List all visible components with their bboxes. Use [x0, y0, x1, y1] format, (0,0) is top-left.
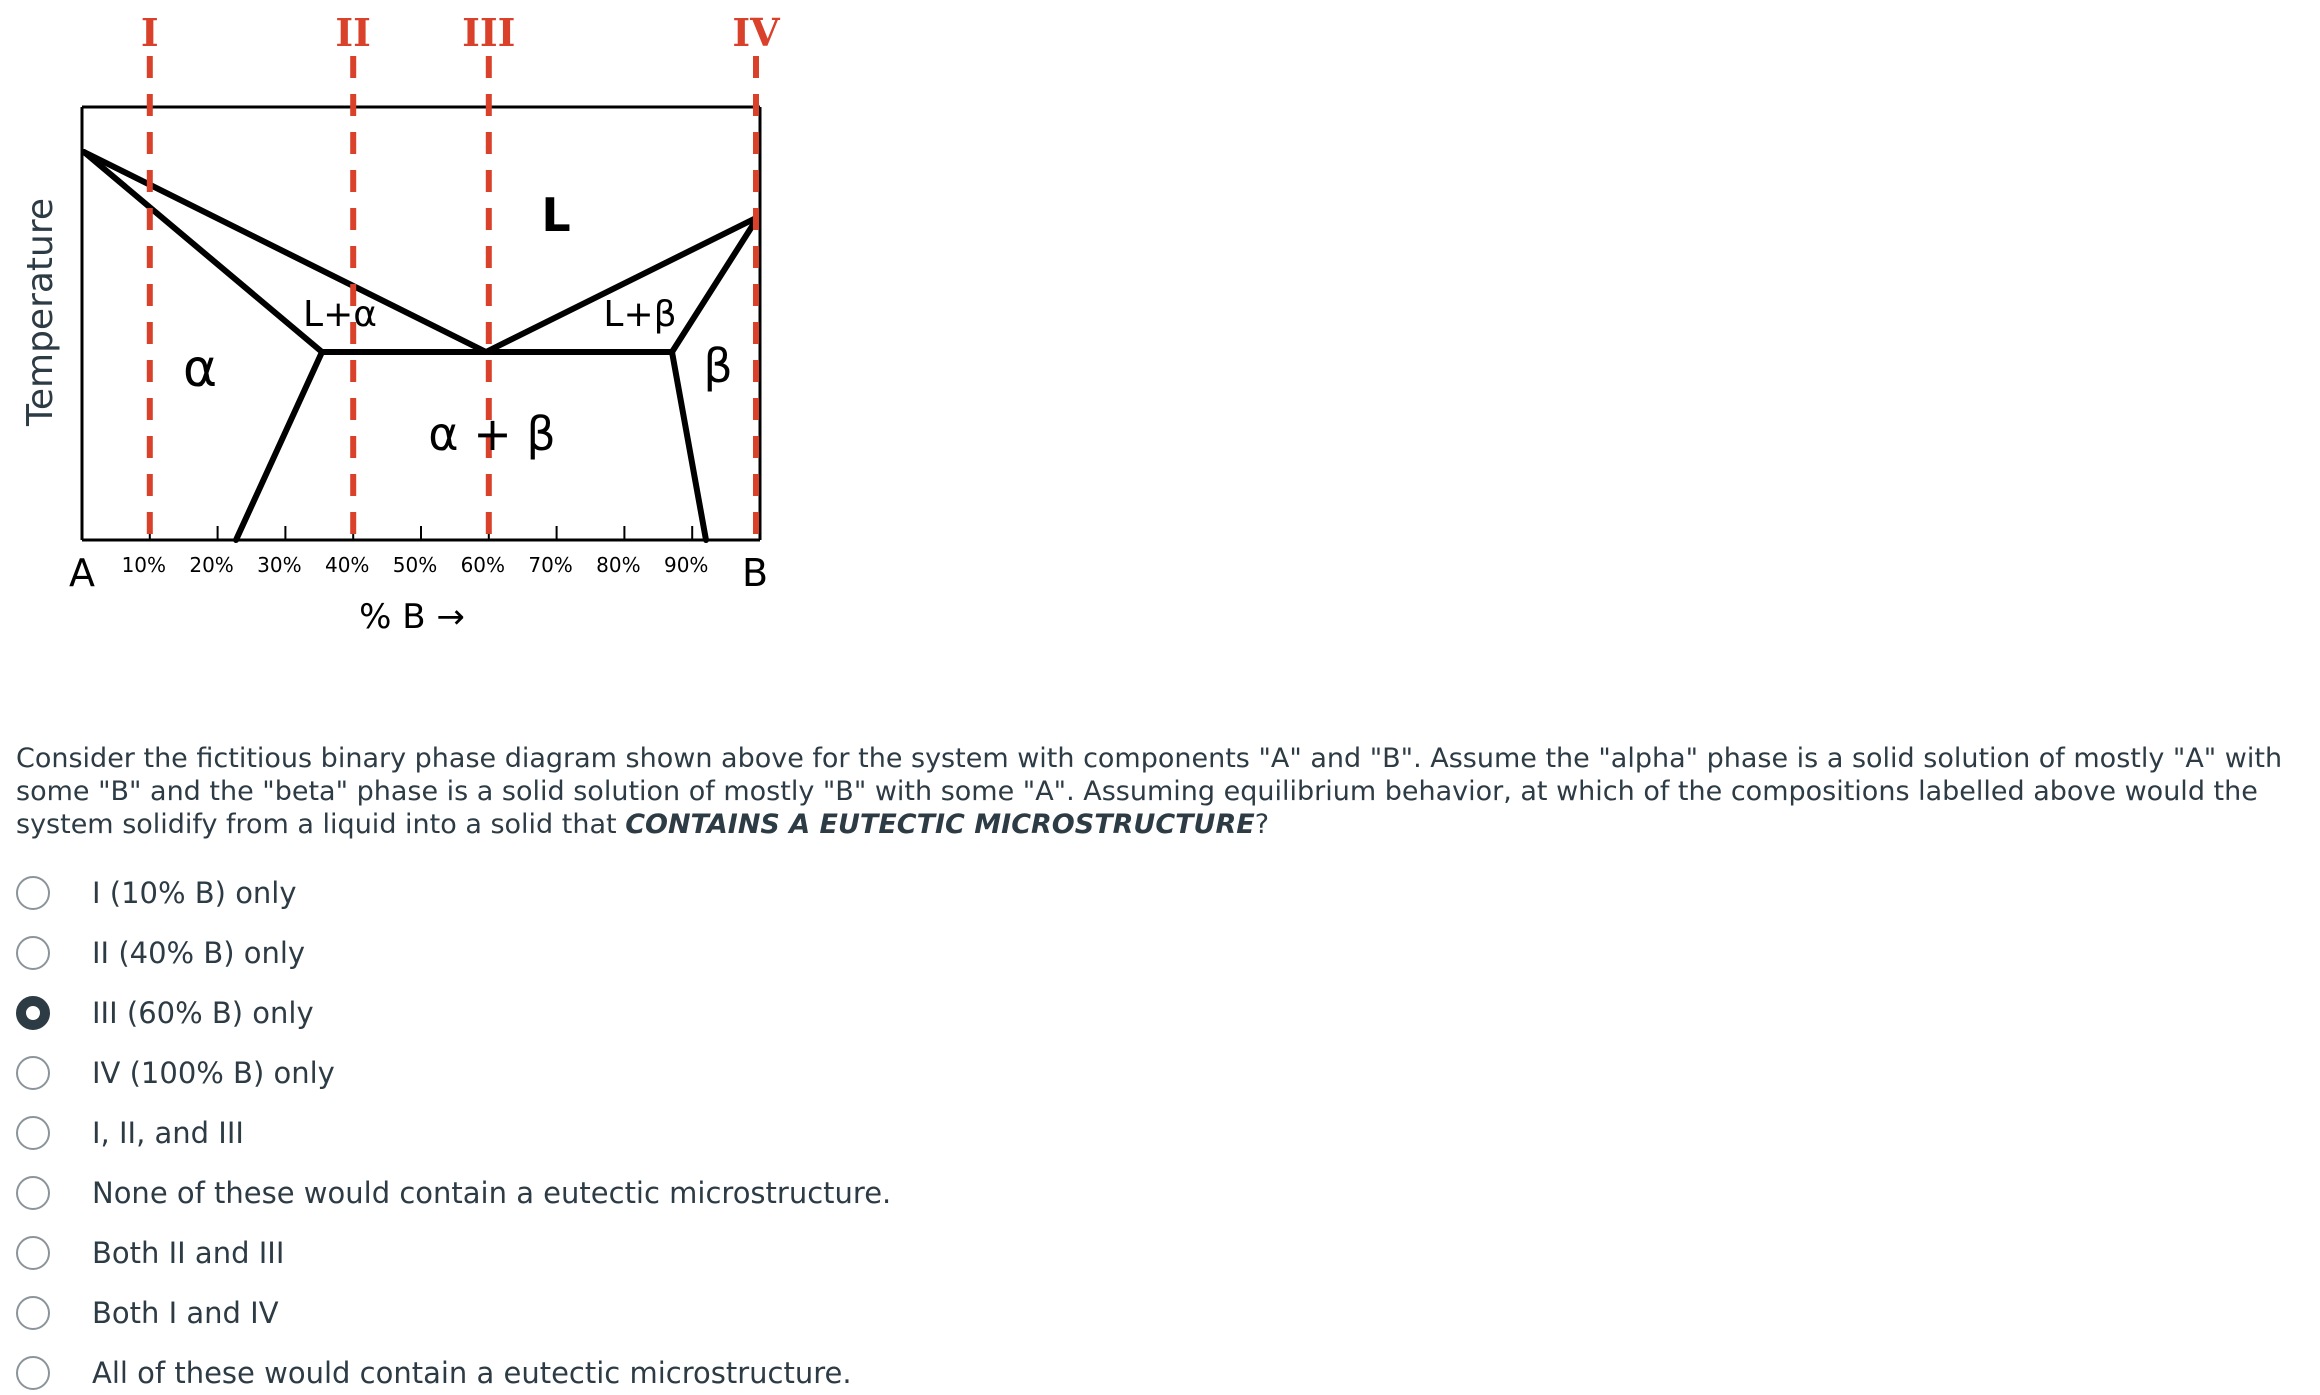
- x-tick-label: 30%: [257, 553, 302, 577]
- x-tick-label: 20%: [189, 553, 234, 577]
- answer-label: III (60% B) only: [92, 996, 314, 1030]
- answer-option[interactable]: [14, 1291, 914, 1335]
- component-b-label: B: [741, 551, 769, 595]
- composition-line-label: IV: [732, 10, 780, 55]
- x-tick-label: 70%: [528, 553, 573, 577]
- x-tick-label: 50%: [392, 553, 438, 577]
- answer-label: Both II and III: [92, 1236, 285, 1270]
- region-alpha-beta-label: α + β: [428, 407, 556, 461]
- region-liquid-beta-label: L+β: [603, 294, 677, 335]
- answer-label: II (40% B) only: [92, 936, 306, 970]
- solvus-left: [236, 352, 322, 540]
- answer-option[interactable]: [14, 1231, 914, 1275]
- answer-option[interactable]: [14, 991, 914, 1035]
- answer-label: I, II, and III: [92, 1116, 244, 1150]
- x-tick-label: 10%: [121, 553, 167, 577]
- region-liquid-alpha-label: L+α: [303, 294, 377, 335]
- radio-button[interactable]: [16, 996, 50, 1030]
- question-emphasis: CONTAINS A EUTECTIC MICROSTRUCTURE: [625, 809, 1255, 840]
- answer-label: I (10% B) only: [92, 876, 297, 910]
- composition-line-label: III: [462, 10, 516, 55]
- radio-button[interactable]: [16, 1056, 50, 1090]
- answer-label: IV (100% B) only: [92, 1056, 335, 1090]
- x-tick-label: 90%: [663, 553, 709, 577]
- x-axis-ticks: [150, 526, 692, 540]
- component-a-label: A: [69, 551, 95, 595]
- region-alpha-label: α: [182, 339, 218, 399]
- question-text: [16, 742, 2306, 841]
- radio-button[interactable]: [16, 876, 50, 910]
- answer-label: Both I and IV: [92, 1296, 279, 1330]
- solvus-right: [672, 352, 706, 540]
- x-tick-label: 80%: [596, 553, 641, 577]
- region-beta-label: β: [703, 339, 733, 393]
- answer-option[interactable]: [14, 931, 914, 975]
- x-axis-label: % B →: [359, 597, 465, 637]
- answer-option[interactable]: [14, 1351, 914, 1395]
- region-liquid-label: L: [541, 188, 571, 242]
- composition-line-label: I: [140, 10, 159, 55]
- question-suffix: ?: [1254, 809, 1270, 840]
- question-body: Consider the fictitious binary phase diagram shown above for the system with components "A" and "B". Assume the "alpha" phase is a solid solution of mostly "A" with some "B" and the "beta" phase is a solid solution of mostly "B" with some "A". Assuming equilibrium behavior, at which of the compositions labelled above would the system solidify from a liquid into a solid that: [16, 743, 2283, 840]
- x-tick-label: 40%: [324, 553, 370, 577]
- radio-button[interactable]: [16, 1176, 50, 1210]
- radio-button[interactable]: [16, 1116, 50, 1150]
- phase-diagram: [0, 0, 1200, 720]
- answer-option[interactable]: [14, 1171, 914, 1215]
- radio-button[interactable]: [16, 1236, 50, 1270]
- answer-label: All of these would contain a eutectic microstructure.: [92, 1356, 852, 1390]
- radio-button[interactable]: [16, 1296, 50, 1330]
- radio-button[interactable]: [16, 1356, 50, 1390]
- answer-option[interactable]: [14, 871, 914, 915]
- radio-button[interactable]: [16, 936, 50, 970]
- x-axis-tick-labels: [122, 553, 709, 577]
- composition-line-label: II: [335, 10, 371, 55]
- answer-option[interactable]: [14, 1051, 914, 1095]
- answer-option[interactable]: [14, 1111, 914, 1155]
- answer-label: None of these would contain a eutectic microstructure.: [92, 1176, 892, 1210]
- x-tick-label: 60%: [460, 553, 506, 577]
- y-axis-label: Temperature: [20, 197, 61, 427]
